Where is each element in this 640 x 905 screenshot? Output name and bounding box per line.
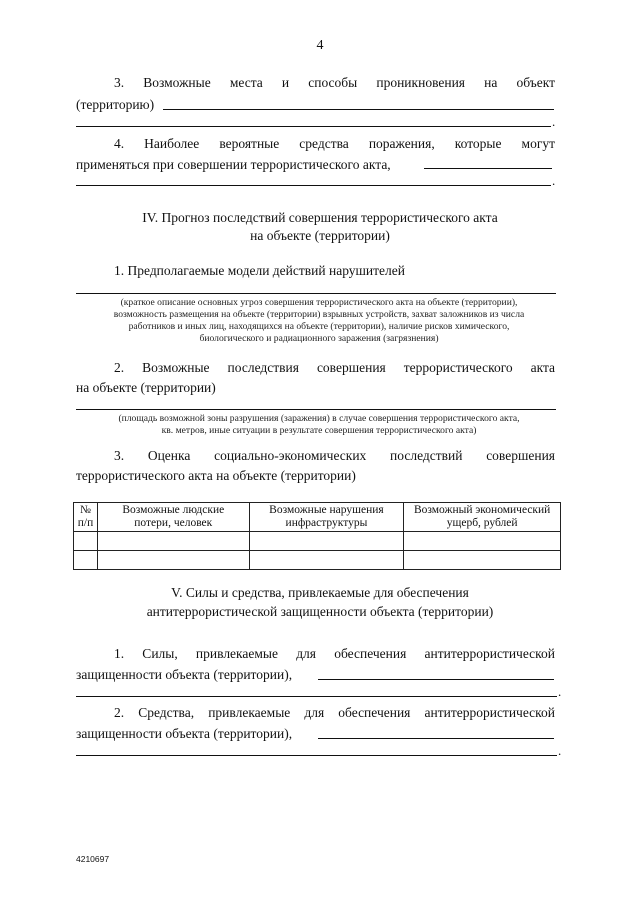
word: на bbox=[484, 75, 498, 90]
caption-line: возможность размещения на объекте (территории) взрывных устройств, захват заложников из числа bbox=[113, 309, 525, 320]
header-text: инфраструктуры bbox=[285, 517, 368, 529]
header-number bbox=[74, 503, 98, 532]
table-cell[interactable] bbox=[249, 532, 404, 551]
fill-line[interactable] bbox=[163, 109, 554, 110]
word: совершения bbox=[316, 360, 386, 375]
word: которые bbox=[454, 136, 502, 151]
word: 2. Средства, bbox=[114, 705, 195, 720]
word: антитеррористической bbox=[424, 705, 556, 720]
word: совершения bbox=[486, 448, 556, 463]
table-cell[interactable] bbox=[97, 551, 249, 570]
header-text: п/п bbox=[77, 517, 94, 529]
fill-line[interactable] bbox=[318, 738, 554, 739]
s4-item1: 1. Предполагаемые модели действий нарушителей bbox=[114, 263, 405, 278]
word: поражения, bbox=[368, 136, 435, 151]
s4-item2-caption bbox=[80, 413, 558, 437]
s4-item1-caption bbox=[80, 297, 558, 345]
word: 3. Возможные bbox=[114, 75, 211, 90]
word: объект bbox=[516, 75, 556, 90]
word: 2. Возможные bbox=[114, 360, 210, 375]
s3-item4-line1 bbox=[114, 136, 555, 151]
s3-item3-line2: (территорию) bbox=[76, 97, 155, 112]
s5-item1-line2: защищенности объекта (территории), bbox=[76, 667, 293, 682]
table-header-row bbox=[74, 503, 561, 532]
s4-item2-line2: на объекте (территории) bbox=[76, 380, 216, 395]
word: способы bbox=[308, 75, 358, 90]
word: для bbox=[296, 646, 317, 661]
consequences-table bbox=[73, 502, 561, 570]
word: привлекаемые bbox=[208, 705, 291, 720]
fill-line[interactable] bbox=[76, 126, 551, 127]
period: . bbox=[552, 173, 556, 188]
s3-item4-line2: применяться при совершении террористического акта, bbox=[76, 157, 391, 172]
s5-title-line2: антитеррористической защищенности объекта (территории) bbox=[146, 604, 494, 619]
word: 3. Оценка bbox=[114, 448, 191, 463]
word: антитеррористической bbox=[424, 646, 556, 661]
s4-item3-line1 bbox=[114, 448, 555, 463]
period: . bbox=[552, 114, 556, 129]
fill-line[interactable] bbox=[318, 679, 554, 680]
s4-title-line2: на объекте (территории) bbox=[250, 228, 390, 243]
s5-item2-line2: защищенности объекта (территории), bbox=[76, 726, 293, 741]
fill-line[interactable] bbox=[424, 168, 552, 169]
caption-line: работников и иных лиц, находящихся на объекте (территории), наличие рисков химического, bbox=[128, 321, 510, 332]
word: средства bbox=[299, 136, 349, 151]
word: места bbox=[229, 75, 263, 90]
page-number: 4 bbox=[316, 38, 324, 53]
fill-line[interactable] bbox=[76, 755, 557, 756]
word: проникновения bbox=[376, 75, 466, 90]
word: привлекаемые bbox=[195, 646, 278, 661]
word: 4. Наиболее bbox=[114, 136, 200, 151]
word: социально-экономических bbox=[214, 448, 367, 463]
caption-line: (краткое описание основных угроз совершения террористического акта на объекте (территории), bbox=[120, 297, 518, 308]
word: и bbox=[281, 75, 290, 90]
word: обеспечения bbox=[338, 705, 411, 720]
caption-line: (площадь возможной зоны разрушения (заражения) в случае совершения террористического акта, bbox=[118, 413, 520, 424]
header-economic-damage bbox=[404, 503, 561, 532]
fill-line[interactable] bbox=[76, 293, 556, 294]
word: акта bbox=[530, 360, 556, 375]
table-row bbox=[74, 551, 561, 570]
table-cell[interactable] bbox=[404, 551, 561, 570]
header-infrastructure bbox=[249, 503, 404, 532]
s3-item3-line1 bbox=[114, 75, 555, 90]
fill-line[interactable] bbox=[76, 696, 557, 697]
word: вероятные bbox=[219, 136, 280, 151]
table-cell[interactable] bbox=[404, 532, 561, 551]
s5-item1-line1 bbox=[114, 646, 555, 661]
header-casualties bbox=[97, 503, 249, 532]
header-text: Возможный экономический bbox=[413, 504, 551, 516]
period: . bbox=[558, 743, 562, 758]
word: последствия bbox=[227, 360, 299, 375]
table-cell[interactable] bbox=[97, 532, 249, 551]
word: последствий bbox=[390, 448, 463, 463]
period: . bbox=[558, 684, 562, 699]
s5-item2-line1 bbox=[114, 705, 555, 720]
s4-item2-line1 bbox=[114, 360, 555, 375]
s4-title-line1: IV. Прогноз последствий совершения террористического акта bbox=[142, 210, 498, 225]
word: для bbox=[304, 705, 325, 720]
fill-line[interactable] bbox=[76, 409, 556, 410]
header-text: Возможные нарушения bbox=[269, 504, 384, 516]
header-text: Возможные людские bbox=[122, 504, 225, 516]
word: могут bbox=[521, 136, 556, 151]
table-cell[interactable] bbox=[249, 551, 404, 570]
document-id: 4210697 bbox=[76, 854, 110, 864]
header-text: № bbox=[79, 504, 91, 516]
header-text: ущерб, рублей bbox=[446, 517, 518, 529]
header-text: потери, человек bbox=[134, 517, 213, 529]
word: террористического bbox=[403, 360, 513, 375]
table-cell[interactable] bbox=[74, 532, 98, 551]
word: 1. Силы, bbox=[114, 646, 178, 661]
table-row bbox=[74, 532, 561, 551]
s5-title-line1: V. Силы и средства, привлекаемые для обеспечения bbox=[171, 585, 469, 600]
fill-line[interactable] bbox=[76, 185, 551, 186]
caption-line: кв. метров, иные ситуации в результате совершения террористического акта) bbox=[161, 425, 477, 436]
s4-item3-line2: террористического акта на объекте (территории) bbox=[76, 468, 356, 483]
caption-line: биологического и радиационного заражения (загрязнения) bbox=[199, 333, 439, 344]
word: обеспечения bbox=[334, 646, 407, 661]
table-cell[interactable] bbox=[74, 551, 98, 570]
